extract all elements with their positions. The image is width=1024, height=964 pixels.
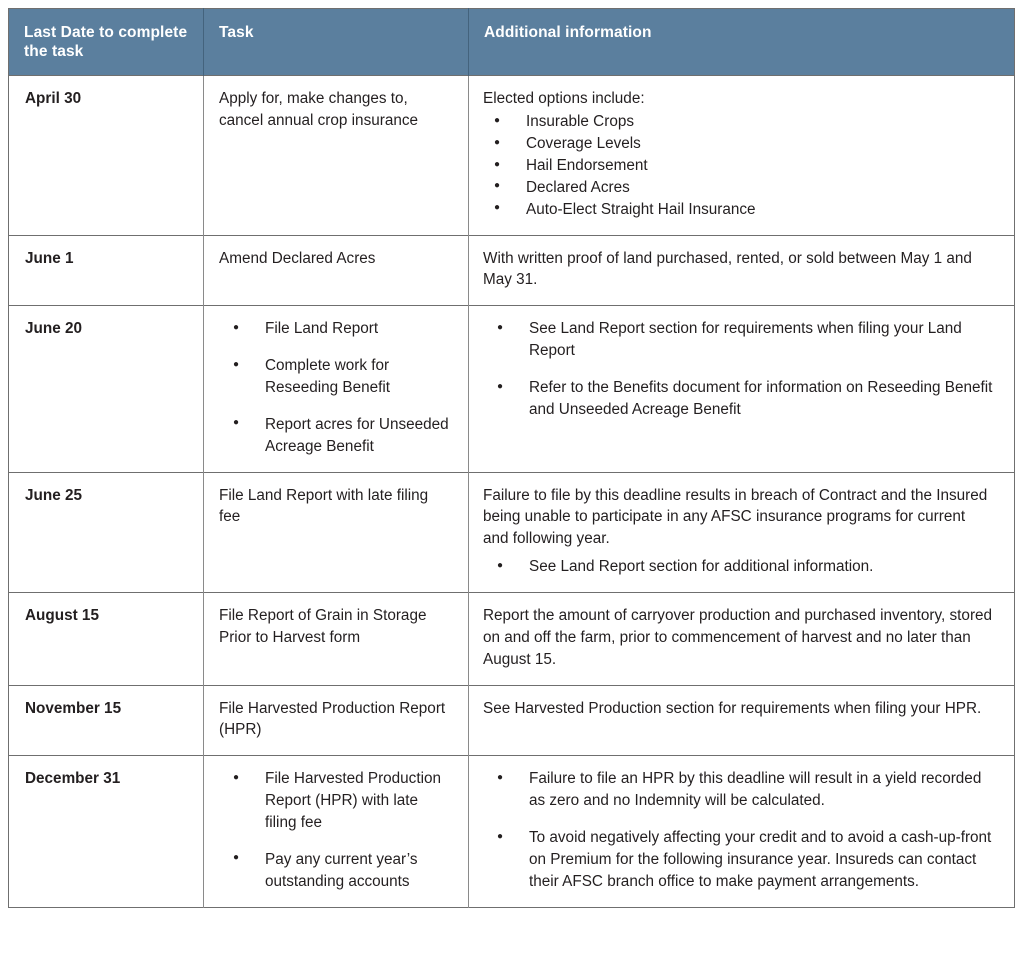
- list-item: ● Complete work for Reseeding Benefit: [219, 355, 452, 399]
- list-item: ● Coverage Levels: [483, 133, 994, 155]
- cell-date: April 30: [9, 76, 204, 235]
- table-row: [9, 756, 1015, 907]
- task-text: File Land Report with late filing fee: [219, 486, 429, 526]
- cell-additional-information: [469, 472, 1015, 592]
- cell-task: [204, 306, 469, 472]
- list-item: ● File Harvested Production Report (HPR) with late filing fee: [219, 768, 452, 834]
- task-text: File Harvested Production Report (HPR): [219, 699, 446, 739]
- cell-date: December 31: [9, 756, 204, 907]
- list-item: ● Insurable Crops: [483, 111, 994, 133]
- table-row: [9, 593, 1015, 686]
- list-item: ● Refer to the Benefits document for information on Reseeding Benefit and Unseeded Acreage Benefit: [483, 377, 994, 421]
- info-bullet-list: [483, 556, 994, 578]
- table-row: [9, 76, 1015, 235]
- table-header-row: [9, 9, 1015, 76]
- info-text: With written proof of land purchased, rented, or sold between May 1 and May 31.: [483, 249, 972, 289]
- info-intro-text: Elected options include:: [483, 90, 645, 108]
- list-item: ● File Land Report: [219, 318, 452, 340]
- cell-date: November 15: [9, 685, 204, 756]
- cell-date: June 1: [9, 235, 204, 306]
- info-text: Report the amount of carryover production and purchased inventory, stored on and off the farm, prior to commencement of harvest and no later than August 15.: [483, 607, 993, 668]
- table-body: [9, 76, 1015, 907]
- info-text: Failure to file by this deadline results in breach of Contract and the Insured being unable to participate in any AFSC insurance programs for current and following year.: [483, 486, 988, 548]
- table-row: [9, 685, 1015, 756]
- cell-date: August 15: [9, 593, 204, 686]
- info-bullet-list: [483, 111, 994, 220]
- cell-task: [204, 472, 469, 592]
- list-item: ● Auto-Elect Straight Hail Insurance: [483, 199, 994, 221]
- cell-additional-information: [469, 685, 1015, 756]
- column-header-additional-information: Additional information: [469, 9, 1015, 76]
- column-header-last-date: Last Date to complete the task: [9, 9, 204, 76]
- cell-task: [204, 756, 469, 907]
- task-text: Apply for, make changes to, cancel annual crop insurance: [219, 90, 418, 130]
- table-row: [9, 235, 1015, 306]
- cell-additional-information: [469, 306, 1015, 472]
- task-text: Amend Declared Acres: [219, 249, 376, 267]
- cell-additional-information: [469, 756, 1015, 907]
- cell-additional-information: [469, 235, 1015, 306]
- column-header-task: Task: [204, 9, 469, 76]
- cell-task: [204, 235, 469, 306]
- list-item: ● To avoid negatively affecting your credit and to avoid a cash-up-front on Premium for the following insurance year. Insureds can contact their AFSC branch office to make payment arrangements.: [483, 827, 994, 893]
- task-bullet-list: [219, 318, 452, 457]
- cell-date: June 25: [9, 472, 204, 592]
- table-row: [9, 306, 1015, 472]
- list-item: ● See Land Report section for requirements when filing your Land Report: [483, 318, 994, 362]
- cell-additional-information: [469, 76, 1015, 235]
- cell-task: [204, 593, 469, 686]
- list-item: ● Report acres for Unseeded Acreage Benefit: [219, 414, 452, 458]
- task-text: File Report of Grain in Storage Prior to Harvest form: [219, 607, 427, 646]
- cell-additional-information: [469, 593, 1015, 686]
- info-text: See Harvested Production section for requirements when filing your HPR.: [483, 699, 982, 717]
- table-row: [9, 472, 1015, 592]
- list-item: ● Failure to file an HPR by this deadline will result in a yield recorded as zero and no Indemnity will be calculated.: [483, 768, 994, 812]
- list-item: ● Pay any current year’s outstanding accounts: [219, 849, 452, 893]
- list-item: ● Declared Acres: [483, 177, 994, 199]
- cell-task: [204, 685, 469, 756]
- info-bullet-list: [483, 318, 994, 420]
- list-item: ● See Land Report section for additional information.: [483, 556, 994, 578]
- deadline-schedule-table: [8, 8, 1015, 908]
- info-bullet-list: [483, 768, 994, 892]
- cell-task: [204, 76, 469, 235]
- list-item: ● Hail Endorsement: [483, 155, 994, 177]
- task-bullet-list: [219, 768, 452, 892]
- table-header: [9, 9, 1015, 76]
- cell-date: June 20: [9, 306, 204, 472]
